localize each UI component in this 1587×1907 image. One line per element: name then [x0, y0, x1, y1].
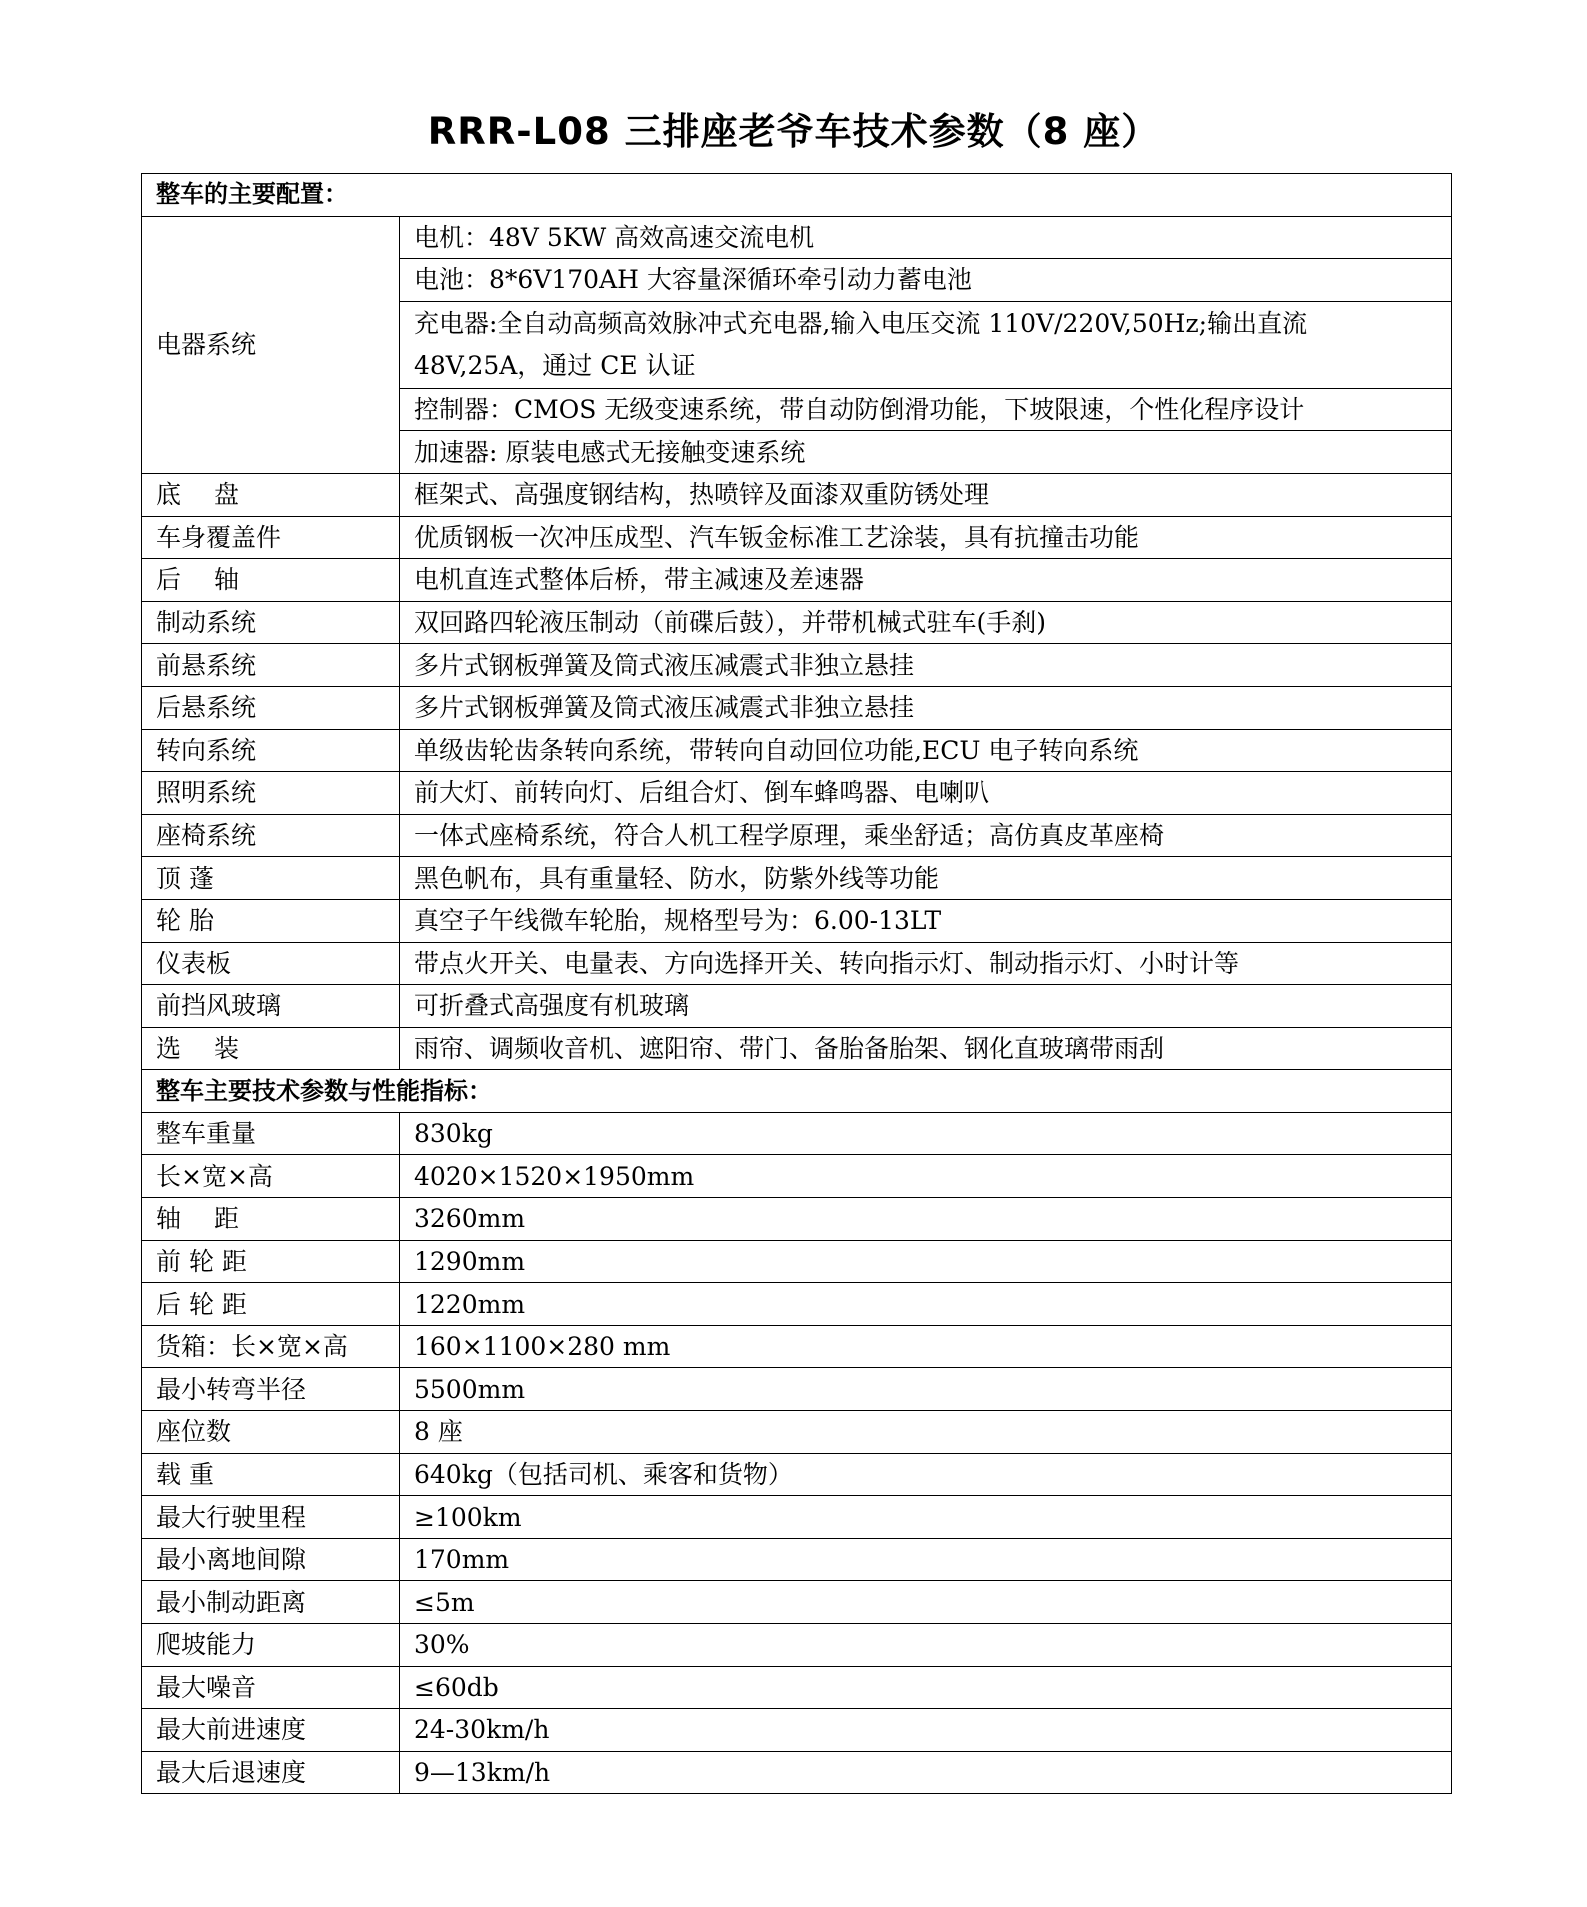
row-value: 框架式、高强度钢结构，热喷锌及面漆双重防锈处理 — [400, 473, 1452, 516]
row-value: 双回路四轮液压制动（前碟后鼓），并带机械式驻车(手刹) — [400, 601, 1452, 644]
row-value: 4020×1520×1950mm — [400, 1155, 1452, 1198]
table-row — [142, 814, 1452, 857]
electrical-label: 电器系统 — [142, 216, 400, 473]
row-label: 后 轴 — [142, 559, 400, 602]
row-value: 830kg — [400, 1112, 1452, 1155]
table-row — [142, 1581, 1452, 1624]
row-label: 轴 距 — [142, 1198, 400, 1241]
electrical-item-motor: 电机：48V 5KW 高效高速交流电机 — [400, 216, 1452, 259]
table-row — [142, 772, 1452, 815]
table-row — [142, 601, 1452, 644]
table-row — [142, 1240, 1452, 1283]
table-row — [142, 1538, 1452, 1581]
electrical-item-charger: 充电器:全自动高频高效脉冲式充电器,输入电压交流 110V/220V,50Hz;输出直流 48V,25A，通过 CE 认证 — [400, 301, 1452, 388]
row-label: 后 轮 距 — [142, 1283, 400, 1326]
row-value: ≤5m — [400, 1581, 1452, 1624]
table-row — [142, 1453, 1452, 1496]
row-label: 最小离地间隙 — [142, 1538, 400, 1581]
table-row — [142, 644, 1452, 687]
row-value: 单级齿轮齿条转向系统，带转向自动回位功能,ECU 电子转向系统 — [400, 729, 1452, 772]
row-label: 整车重量 — [142, 1112, 400, 1155]
row-value: 640kg（包括司机、乘客和货物） — [400, 1453, 1452, 1496]
table-row — [142, 1368, 1452, 1411]
performance-section-heading: 整车主要技术参数与性能指标： — [142, 1070, 1452, 1113]
row-value: 170mm — [400, 1538, 1452, 1581]
row-value: 24-30km/h — [400, 1709, 1452, 1752]
spec-table — [141, 173, 1452, 1794]
row-value: 30% — [400, 1624, 1452, 1667]
row-label: 轮 胎 — [142, 899, 400, 942]
row-value: 8 座 — [400, 1411, 1452, 1454]
row-label: 最大后退速度 — [142, 1751, 400, 1794]
electrical-item-controller: 控制器：CMOS 无级变速系统，带自动防倒滑功能，下坡限速，个性化程序设计 — [400, 388, 1452, 431]
row-value: 160×1100×280 mm — [400, 1325, 1452, 1368]
row-label: 底 盘 — [142, 473, 400, 516]
row-label: 最大噪音 — [142, 1666, 400, 1709]
table-row — [142, 1411, 1452, 1454]
row-label: 座椅系统 — [142, 814, 400, 857]
row-label: 前悬系统 — [142, 644, 400, 687]
row-value: 5500mm — [400, 1368, 1452, 1411]
row-label: 后悬系统 — [142, 686, 400, 729]
row-label: 转向系统 — [142, 729, 400, 772]
row-value: ≤60db — [400, 1666, 1452, 1709]
row-value: 1220mm — [400, 1283, 1452, 1326]
table-row — [142, 1751, 1452, 1794]
row-label: 最小制动距离 — [142, 1581, 400, 1624]
row-label: 爬坡能力 — [142, 1624, 400, 1667]
row-label: 货箱：长×宽×高 — [142, 1325, 400, 1368]
table-row — [142, 1283, 1452, 1326]
row-value: 优质钢板一次冲压成型、汽车钣金标准工艺涂装，具有抗撞击功能 — [400, 516, 1452, 559]
table-row — [142, 559, 1452, 602]
row-label: 选 装 — [142, 1027, 400, 1070]
table-row — [142, 516, 1452, 559]
table-row — [142, 729, 1452, 772]
row-label: 前挡风玻璃 — [142, 985, 400, 1028]
config-section-header — [142, 174, 1452, 217]
row-value: 前大灯、前转向灯、后组合灯、倒车蜂鸣器、电喇叭 — [400, 772, 1452, 815]
row-value: 1290mm — [400, 1240, 1452, 1283]
row-value: ≥100km — [400, 1496, 1452, 1539]
table-row — [142, 899, 1452, 942]
row-label: 最大行驶里程 — [142, 1496, 400, 1539]
table-row — [142, 942, 1452, 985]
row-value: 可折叠式高强度有机玻璃 — [400, 985, 1452, 1028]
table-row — [142, 1666, 1452, 1709]
row-value: 黑色帆布，具有重量轻、防水，防紫外线等功能 — [400, 857, 1452, 900]
table-row — [142, 1198, 1452, 1241]
row-value: 多片式钢板弹簧及筒式液压减震式非独立悬挂 — [400, 686, 1452, 729]
config-section-heading: 整车的主要配置： — [142, 174, 1452, 217]
table-row — [142, 857, 1452, 900]
row-value: 真空子午线微车轮胎，规格型号为：6.00-13LT — [400, 899, 1452, 942]
spec-table-body — [142, 174, 1452, 1794]
row-label: 照明系统 — [142, 772, 400, 815]
table-row — [142, 473, 1452, 516]
row-value: 带点火开关、电量表、方向选择开关、转向指示灯、制动指示灯、小时计等 — [400, 942, 1452, 985]
row-value: 3260mm — [400, 1198, 1452, 1241]
row-label: 顶 蓬 — [142, 857, 400, 900]
row-label: 最大前进速度 — [142, 1709, 400, 1752]
electrical-row — [142, 216, 1452, 259]
table-row — [142, 1155, 1452, 1198]
page-title: RRR-L08 三排座老爷车技术参数（8 座） — [427, 110, 1160, 153]
table-row — [142, 1325, 1452, 1368]
table-row — [142, 1709, 1452, 1752]
table-row — [142, 1027, 1452, 1070]
row-label: 座位数 — [142, 1411, 400, 1454]
row-label: 车身覆盖件 — [142, 516, 400, 559]
performance-section-header — [142, 1070, 1452, 1113]
row-label: 长×宽×高 — [142, 1155, 400, 1198]
row-value: 一体式座椅系统，符合人机工程学原理，乘坐舒适；高仿真皮革座椅 — [400, 814, 1452, 857]
table-row — [142, 1496, 1452, 1539]
electrical-item-battery: 电池：8*6V170AH 大容量深循环牵引动力蓄电池 — [400, 259, 1452, 302]
row-label: 仪表板 — [142, 942, 400, 985]
row-label: 载 重 — [142, 1453, 400, 1496]
electrical-item-accelerator: 加速器: 原装电感式无接触变速系统 — [400, 431, 1452, 474]
row-label: 制动系统 — [142, 601, 400, 644]
row-value: 电机直连式整体后桥，带主减速及差速器 — [400, 559, 1452, 602]
row-label: 最小转弯半径 — [142, 1368, 400, 1411]
row-value: 雨帘、调频收音机、遮阳帘、带门、备胎备胎架、钢化直玻璃带雨刮 — [400, 1027, 1452, 1070]
row-label: 前 轮 距 — [142, 1240, 400, 1283]
table-row — [142, 686, 1452, 729]
table-row — [142, 985, 1452, 1028]
row-value: 多片式钢板弹簧及筒式液压减震式非独立悬挂 — [400, 644, 1452, 687]
row-value: 9—13km/h — [400, 1751, 1452, 1794]
table-row — [142, 1112, 1452, 1155]
table-row — [142, 1624, 1452, 1667]
